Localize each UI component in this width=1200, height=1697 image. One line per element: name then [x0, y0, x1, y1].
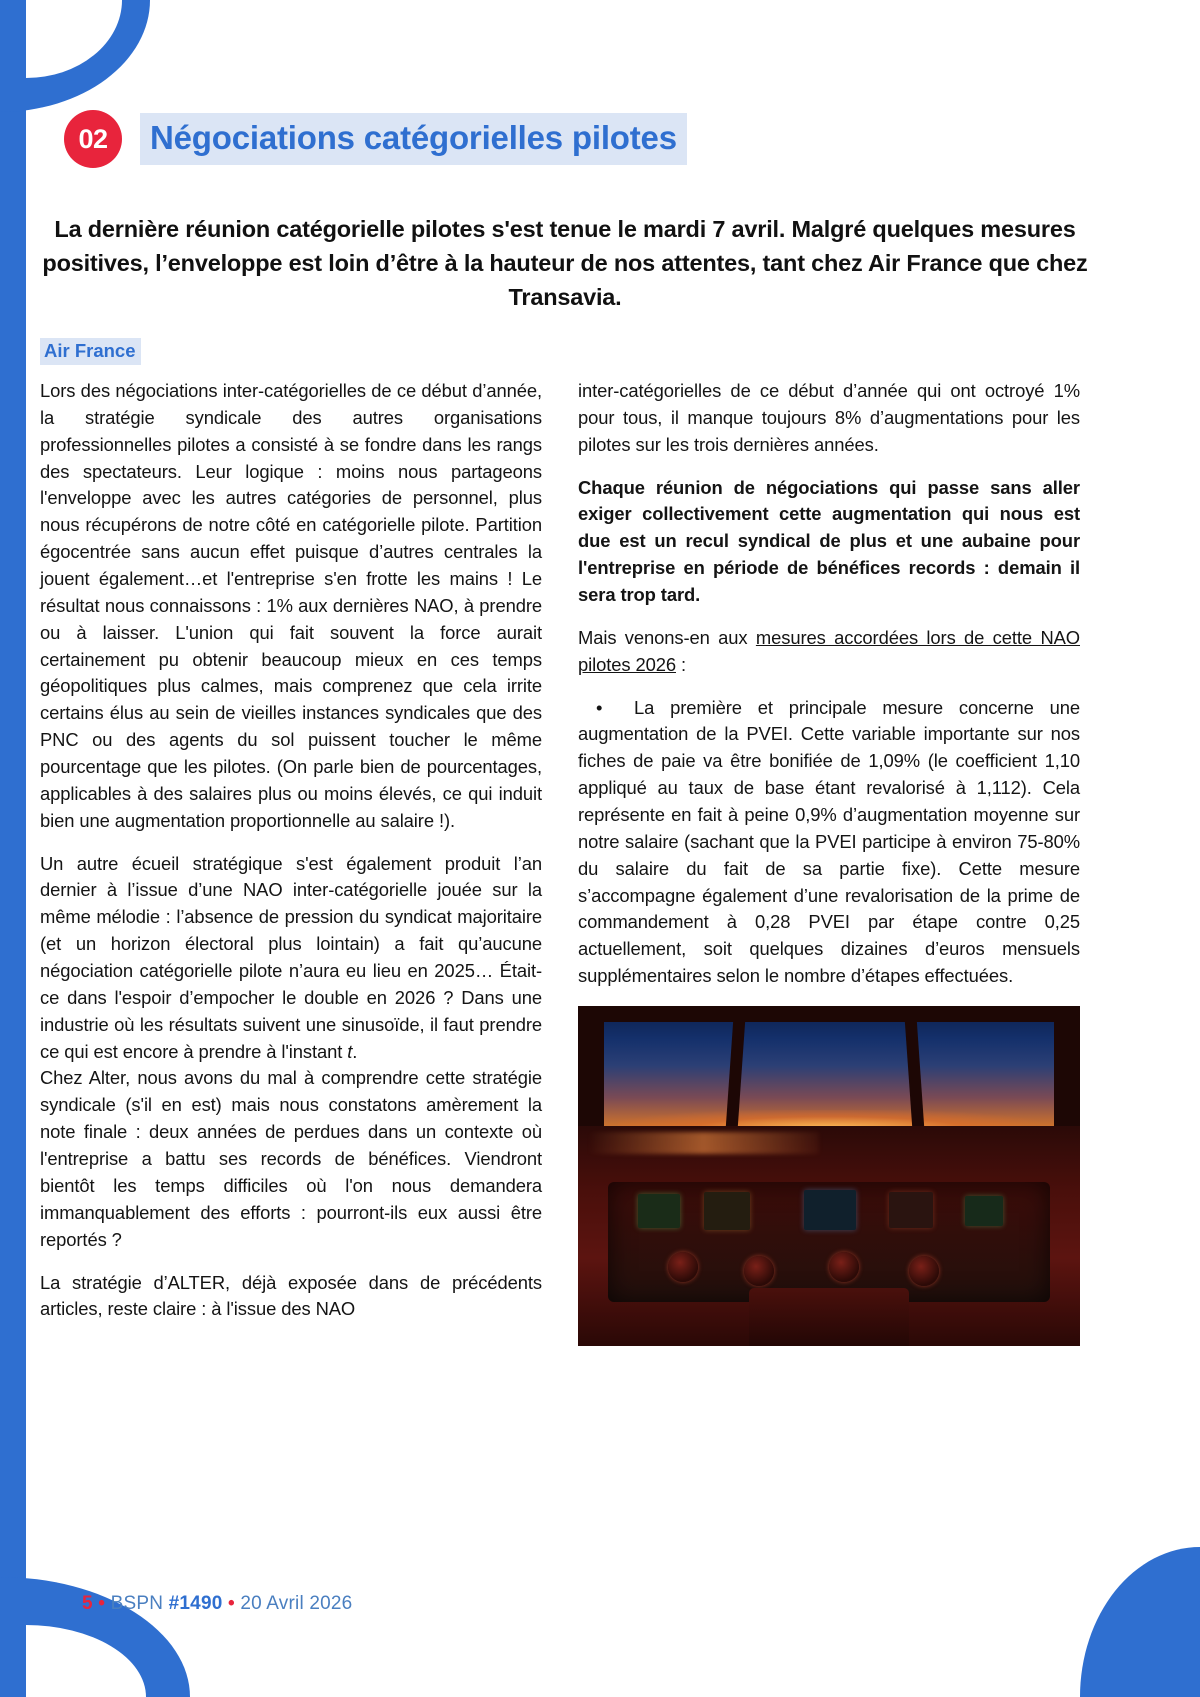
left-blue-bar: [0, 0, 26, 1697]
instrument-display: [804, 1190, 856, 1230]
instrument-display: [889, 1192, 933, 1228]
instrument-display: [704, 1192, 750, 1230]
paragraph-text-end: .: [352, 1040, 358, 1062]
page-footer: [82, 1593, 352, 1615]
footer-separator: •: [227, 1593, 235, 1614]
footer-date: 20 Avril 2026: [240, 1593, 353, 1614]
bullet-text: La première et principale mesure concerne une augmentation de la PVEI. Cette variable importante sur nos fiches de paie va être bonifiée de 1,09% (le coefficient 1,10 appliqué au taux de base étant revalorisé à 1,112). Cela représente en fait à peine 0,9% d’augmentation moyenne sur notre salaire (sachant que la PVEI participe à environ 75-80% du salaire du fait de sa partie fixe). Cette mesure s’accompagne également d’une revalorisation de la prime de commandement à 0,28 PVEI par étape contre 0,25 actuellement, soit quelques dizaines d’euros mensuels supplémentaires selon le nombre d’étapes effectuées.: [578, 696, 1080, 987]
lead-in-suffix: :: [675, 653, 687, 675]
paragraph: [40, 851, 542, 1066]
cockpit-dial: [829, 1252, 859, 1282]
paragraph-emphasis: Chaque réunion de négociations qui passe sans aller exiger collectivement cette augmentation qui nous est due est un recul syndical de plus et une aubaine pour l'entreprise en période de bénéfices records : demain il sera trop tard.: [578, 476, 1080, 606]
italic-variable-t: t: [347, 1040, 353, 1062]
page-title: Négociations catégorielles pilotes: [140, 113, 687, 165]
subhead-air-france: Air France: [40, 338, 141, 365]
instrument-display: [638, 1194, 680, 1228]
glareshield-reflection: [588, 1132, 819, 1154]
right-column: [578, 378, 1080, 1346]
footer-separator: •: [98, 1593, 106, 1614]
section-number-badge: 02: [64, 110, 122, 168]
bullet-paragraph: [578, 695, 1080, 990]
lead-in-underlined: mesures accordées lors de cette NAO pilotes 2026: [578, 626, 1080, 675]
paragraph: Chez Alter, nous avons du mal à comprendre cette stratégie syndicale (s'il en est) mais nous constatons amèrement la note finale : deux années de perdues dans un contexte où l'entreprise a battu ses records de bénéfices. Viendront bientôt les temps difficiles où l'on nous demandera immanquablement des efforts : pourront-ils eux aussi être reportés ?: [40, 1067, 542, 1250]
windshield-top-frame: [578, 1006, 1080, 1022]
page-content: [40, 0, 1120, 1697]
left-column: [40, 378, 542, 1346]
article-columns: [40, 378, 1080, 1346]
footer-issue-number: #1490: [168, 1593, 223, 1614]
footer-page-number: 5: [82, 1593, 93, 1614]
paragraph-text: Un autre écueil stratégique s'est également produit l’an dernier à l’issue d’une NAO inter-catégorielle jouée sur la même mélodie : l’absence de pression du syndicat majoritaire (et un horizon électoral plus lointain) a fait qu’aucune négociation catégorielle pilote n’aura eu lieu en 2025… Était-ce dans l'espoir d’empocher le double en 2026 ? Dans une industrie où les résultats suivent une sinusoïde, il faut prendre ce qui est encore à prendre à l'instant: [40, 852, 542, 1062]
cockpit-dial: [744, 1256, 774, 1286]
paragraph: La stratégie d’ALTER, déjà exposée dans de précédents articles, reste claire : à l'issue des NAO: [40, 1271, 542, 1320]
standfirst: La dernière réunion catégorielle pilotes s'est tenue le mardi 7 avril. Malgré quelques mesures positives, l’enveloppe est loin d’être à la hauteur de nos attentes, tant chez Air France que chez Transavia.: [42, 216, 1088, 311]
bullet-marker: •: [596, 696, 603, 718]
section-header: [64, 108, 687, 170]
paragraph: Lors des négociations inter-catégorielles de ce début d’année, la stratégie syndicale des autres organisations professionnelles pilotes a consisté à se fondre dans les rangs des spectateurs. Leur logique : moins nous partageons l'enveloppe avec les autres catégories de personnel, plus nous récupérons de notre côté en catégorielle pilote. Partition égocentrée sans aucun effet puisque d’autres centrales la jouent également…et l'entreprise s'en frotte les mains ! Le résultat nous connaissons : 1% aux dernières NAO, à prendre ou à laisser. L'union qui fait souvent la force aurait certainement pu obtenir beaucoup mieux en ces temps géopolitiques plus calmes, mais comprenez que cela irrite certains élus au sein de vieilles instances syndicales que des PNC ou des agents du sol puissent toucher le même pourcentage que les pilotes. (On parle bien de pourcentages, applicables à des salaires plus ou moins élevés, ce qui induit bien une augmentation proportionnelle au salaire !).: [40, 380, 542, 831]
paragraph: inter-catégorielles de ce début d’année qui ont octroyé 1% pour tous, il manque toujours 8% d’augmentations pour les pilotes sur les trois dernières années.: [578, 380, 1080, 455]
cockpit-at-sunset-photo: [578, 1006, 1080, 1346]
center-pedestal: [749, 1288, 910, 1346]
footer-publication: BSPN: [110, 1593, 164, 1614]
instrument-display: [965, 1196, 1003, 1226]
lead-in-prefix: Mais venons-en aux: [578, 626, 756, 648]
paragraph-lead-in: [578, 625, 1080, 679]
